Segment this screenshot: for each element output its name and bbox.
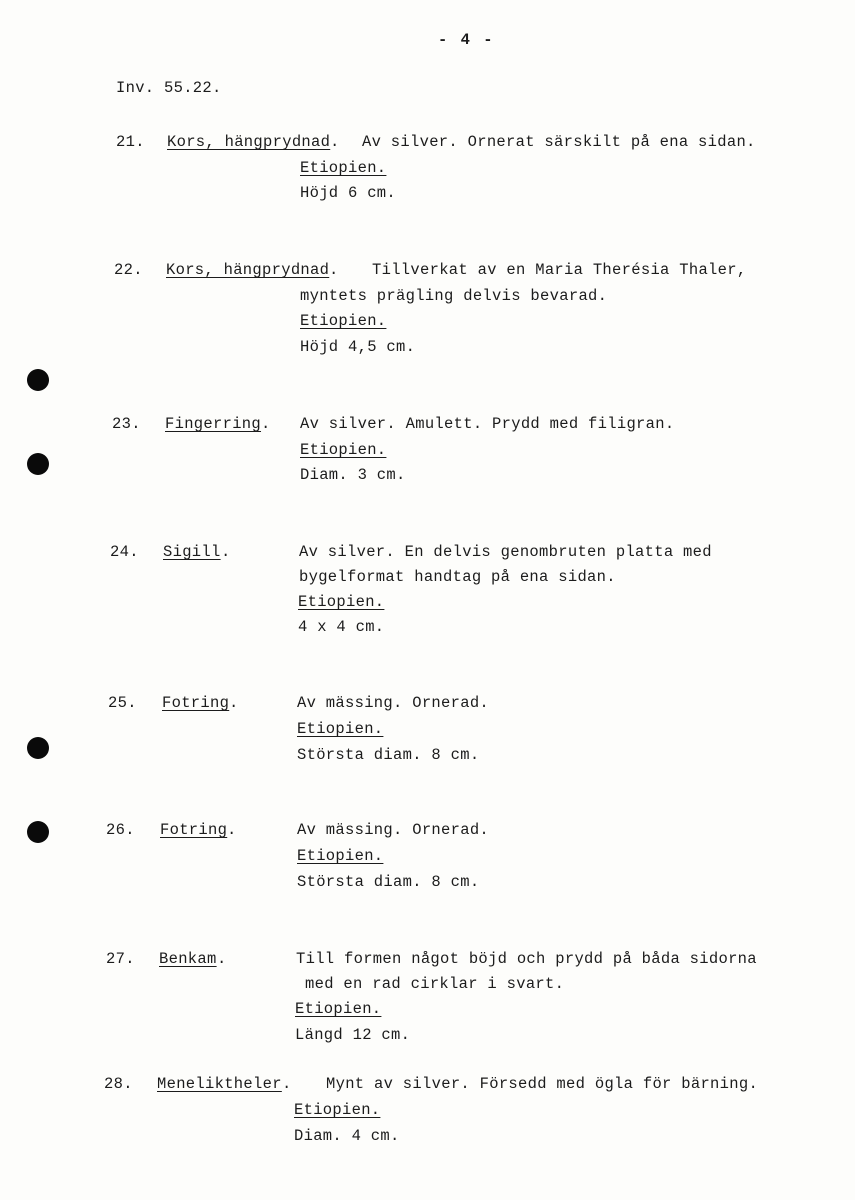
punch-hole [27,821,49,843]
entry-description: Av silver. En delvis genombruten platta med [299,543,712,561]
entry-title: Kors, hängprydnad [167,133,331,151]
entry-description: myntets prägling delvis bevarad. [300,287,608,305]
title-period: . [261,415,271,433]
entry-title: Benkam [159,950,217,968]
entry-measure: Diam. 4 cm. [294,1127,400,1145]
entry-description: Av mässing. Ornerad. [297,694,490,712]
entry-description: Till formen något böjd och prydd på båda sidorna [296,950,757,968]
entry-location: Etiopien. [300,159,387,177]
title-period: . [217,950,227,968]
entry-description: Mynt av silver. Försedd med ögla för bärning. [326,1075,759,1093]
entry-number: 27. [106,950,135,968]
entry-title: Meneliktheler [157,1075,282,1093]
entry-measure: Höjd 6 cm. [300,184,397,202]
entry-title: Sigill [163,543,221,561]
entry-measure: Största diam. 8 cm. [297,746,480,764]
entry-location: Etiopien. [298,593,385,611]
title-period: . [229,694,239,712]
entry-number: 22. [114,261,143,279]
entry-description: Av silver. Amulett. Prydd med filigran. [300,415,675,433]
entry-title: Fotring [160,821,228,839]
entry-description: med en rad cirklar i svart. [305,975,565,993]
title-period: . [330,133,340,151]
inventory-number: Inv. 55.22. [116,79,222,97]
entry-location: Etiopien. [297,847,384,865]
entry-description: Av silver. Ornerat särskilt på ena sidan. [362,133,756,151]
title-period: . [227,821,237,839]
entry-number: 23. [112,415,141,433]
entry-title: Fingerring [165,415,262,433]
entry-measure: Höjd 4,5 cm. [300,338,416,356]
entry-title: Fotring [162,694,230,712]
entry-number: 25. [108,694,137,712]
entry-location: Etiopien. [297,720,384,738]
punch-hole [27,369,49,391]
entry-measure: Diam. 3 cm. [300,466,406,484]
punch-hole [27,737,49,759]
entry-location: Etiopien. [300,312,387,330]
entry-measure: 4 x 4 cm. [298,618,385,636]
page-number: - 4 - [438,31,495,49]
title-period: . [282,1075,292,1093]
entry-measure: Längd 12 cm. [295,1026,411,1044]
entry-number: 28. [104,1075,133,1093]
entry-location: Etiopien. [294,1101,381,1119]
title-period: . [221,543,231,561]
punch-hole [27,453,49,475]
entry-number: 24. [110,543,139,561]
title-period: . [329,261,339,279]
entry-title: Kors, hängprydnad [166,261,330,279]
entry-location: Etiopien. [300,441,387,459]
entry-description: Tillverkat av en Maria Therésia Thaler, [372,261,747,279]
entry-number: 26. [106,821,135,839]
entry-measure: Största diam. 8 cm. [297,873,480,891]
entry-description: Av mässing. Ornerad. [297,821,490,839]
entry-description: bygelformat handtag på ena sidan. [299,568,616,586]
entry-location: Etiopien. [295,1000,382,1018]
entry-number: 21. [116,133,145,151]
